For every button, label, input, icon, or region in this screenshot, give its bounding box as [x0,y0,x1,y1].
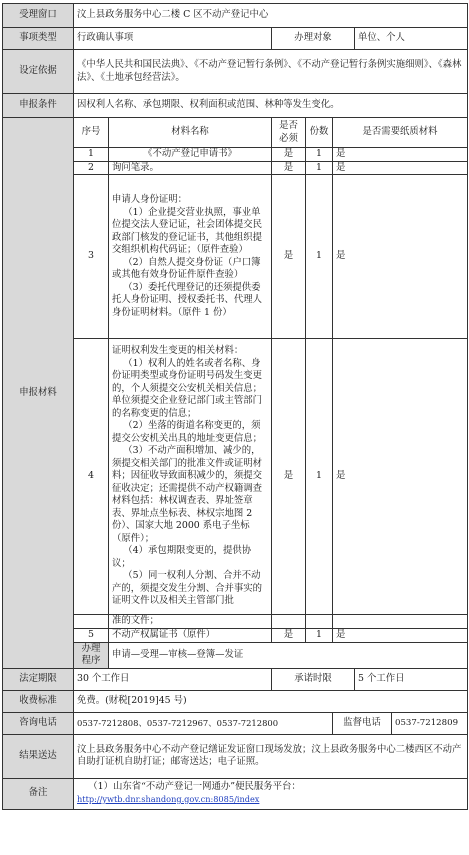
material-required: 是 [272,339,306,615]
row-basis [3,50,468,94]
type-value: 行政确认事项 [74,28,272,50]
procedure-label: 办理程序 [74,642,109,668]
notes-line: （1）山东省“不动产登记一网通办”便民服务平台： [88,780,301,792]
target-label: 办理对象 [272,28,355,50]
notes-label: 备注 [3,778,74,809]
material-line: 准的文件； [109,615,272,629]
phone-label: 咨询电话 [3,712,74,734]
material-paper: 是 [333,148,468,162]
material-name [109,175,272,339]
material-required: 是 [272,148,306,162]
material-name: 不动产权属证书（原件） [109,629,272,643]
fee-label: 收费标准 [3,690,74,712]
service-guide-table [2,3,468,810]
material-paper: 是 [333,175,468,339]
delivery-value: 汶上县政务服务中心不动产登记缮证发证窗口现场发放；汶上县政务服务中心二楼西区不动产自助打证机自助打证；邮寄送达；电子证照。 [74,734,468,778]
supervise-label: 监督电话 [333,712,392,734]
material-required: 是 [272,629,306,643]
material-line: （1）权利人的姓名或者名称、身份证明类型或身份证明号码发生变更的，个人须提交公安机关相关信息；单位须提交企业登记部门或主管部门的名称变更的信息； [112,357,263,419]
material-paper: 是 [333,629,468,643]
material-copies: 1 [306,161,333,175]
notes-value [74,778,468,809]
conditions-label: 申报条件 [3,94,74,118]
row-type [3,28,468,50]
row-phone [3,712,468,734]
material-line: 证明权利发生变更的相关材料： [112,345,244,357]
material-required: 是 [272,175,306,339]
material-no: 3 [74,175,109,339]
material-required: 是 [272,161,306,175]
material-line: （3）不动产面积增加、减少的，须提交相关部门的批准文件或证明材料；因征收导致面积减少的，须提交征收决定；还需提供不动产权籍调查材料包括：林权调查表、界址签章表、界址点坐标表、林权宗地图 2 份）、国家大地 2000 系电子坐标（原件）； [112,445,263,544]
procedure-value: 申请—受理—审核—登簿—发证 [109,642,468,668]
material-line: （2）自然人提交身份证（户口簿或其他有效身份证件原件查验） [112,256,261,280]
material-line: 申请人身份证明： [112,194,188,205]
material-paper: 是 [333,339,468,615]
materials-col-no: 序号 [74,118,109,148]
row-delivery [3,734,468,778]
material-line: （5）同一权利人分割、合并不动产的，须提交发生分割、合并事实的证明文件以及相关主管部门批 [112,570,263,607]
materials-label: 申报材料 [3,118,74,669]
materials-col-name: 材料名称 [109,118,272,148]
row-notes [3,778,468,809]
promise-label: 承诺时限 [272,668,355,690]
materials-col-paper: 是否需要纸质材料 [333,118,468,148]
material-no: 4 [74,339,109,615]
material-copies: 1 [306,339,333,615]
material-no: 2 [74,161,109,175]
supervise-value: 0537-7212809 [392,712,468,734]
material-no: 1 [74,148,109,162]
type-label: 事项类型 [3,28,74,50]
row-fee [3,690,468,712]
row-deadline [3,668,468,690]
deadline-label: 法定期限 [3,668,74,690]
material-line: （4）承包期限变更的，提供协议； [112,545,252,569]
phone-value: 0537-7212808、0537-7212967、0537-7212800 [74,712,333,734]
window-label: 受理窗口 [3,4,74,28]
row-window [3,4,468,28]
fee-value: 免费。(财税[2019]45 号) [74,690,468,712]
window-value: 汶上县政务服务中心二楼 C 区不动产登记中心 [74,4,468,28]
conditions-value: 因权利人名称、承包期限、权利面积或范围、林种等发生变化。 [74,94,468,118]
material-line: （3）委托代理登记的还须提供委托人身份证明、授权委托书、代理人身份证明材料。（原件 1 份） [112,281,263,318]
materials-header-row [3,118,468,148]
material-copies: 1 [306,629,333,643]
material-line: （1）企业提交营业执照，事业单位提交法人登记证，社会团体提交民政部门核发的登记证书，其他组织提交组织机构代码证；（原件查验） [112,206,263,255]
material-name: 《不动产登记申请书》 [109,148,272,162]
deadline-value: 30 个工作日 [74,668,272,690]
basis-label: 设定依据 [3,50,74,94]
target-value: 单位、个人 [355,28,468,50]
material-paper: 是 [333,161,468,175]
materials-col-required: 是否必须 [272,118,306,148]
material-no: 5 [74,629,109,643]
row-conditions [3,94,468,118]
material-line: （2）坐落的街道名称变更的，须提交公安机关出具的地址变更信息； [112,420,263,444]
materials-col-copies: 份数 [306,118,333,148]
delivery-label: 结果送达 [3,734,74,778]
basis-value: 《中华人民共和国民法典》、《不动产登记暂行条例》、《不动产登记暂行条例实施细则》、《森林法》、《土地承包经营法》。 [74,50,468,94]
material-name: 询问笔录。 [109,161,272,175]
notes-link[interactable]: http://ywtb.dnr.shandong.gov.cn:8085/index [77,794,260,804]
material-copies: 1 [306,148,333,162]
material-copies: 1 [306,175,333,339]
promise-value: 5 个工作日 [355,668,468,690]
material-name [109,339,272,615]
